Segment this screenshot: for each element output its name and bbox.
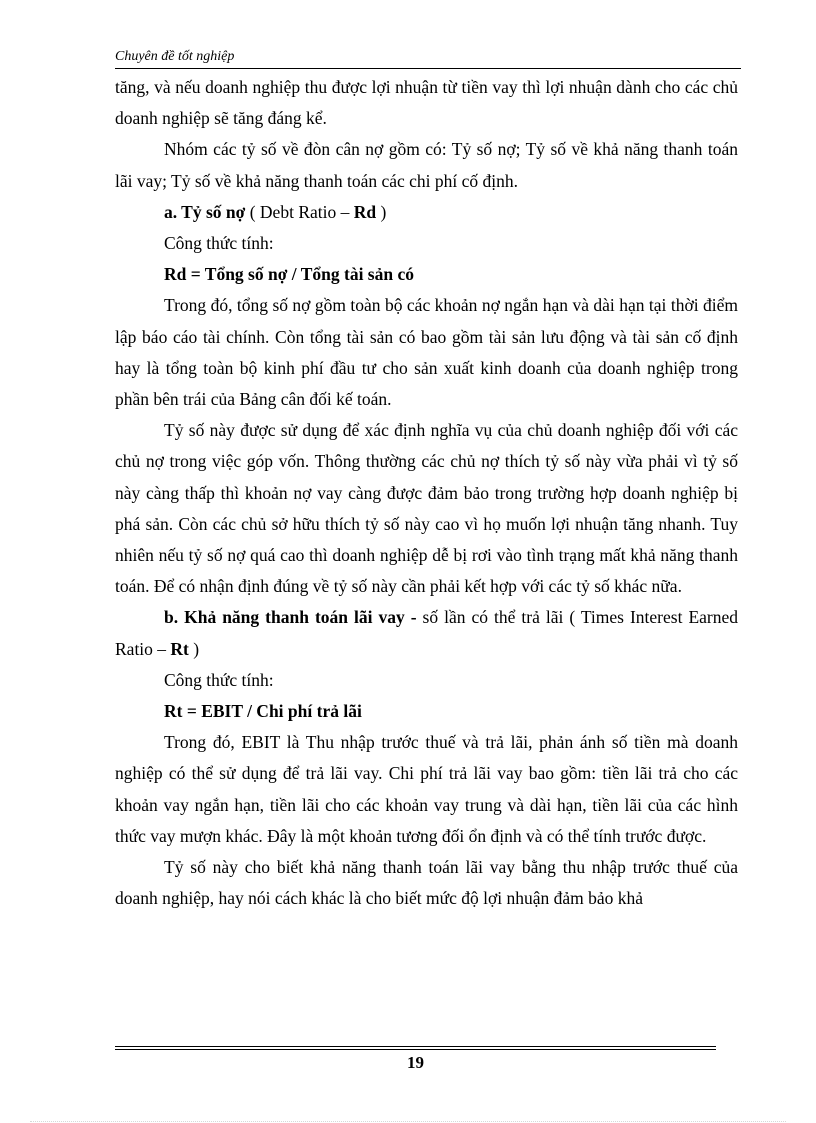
page-edge-divider xyxy=(30,1121,786,1122)
document-body xyxy=(115,72,738,914)
running-header: Chuyên đề tốt nghiệp xyxy=(115,46,741,69)
heading-debt-ratio-symbol: Rd xyxy=(353,201,377,222)
formula-times-interest: Rt = EBIT / Chi phí trả lãi xyxy=(164,701,362,722)
paragraph-debt-usage: Tỷ số này được sử dụng để xác định nghĩa vụ của chủ doanh nghiệp đối với các chủ nợ trong việc góp vốn. Thông thường các chủ nợ thích tỷ số này vừa phải vì tỷ số này càng thấp thì khoản nợ vay càng được đảm bảo trong trường hợp doanh nghiệp bị phá sản. Còn các chủ sở hữu thích tỷ số này cao vì họ muốn lợi nhuận tăng nhanh. Tuy nhiên nếu tỷ số nợ quá cao thì doanh nghiệp dễ bị rơi vào tình trạng mất khả năng thanh toán. Để có nhận định đúng về tỷ số này cần phải kết hợp với các tỷ số khác nữa. xyxy=(115,420,738,597)
heading-debt-ratio-close: ) xyxy=(376,201,387,222)
formula-debt-ratio: Rd = Tổng số nợ / Tổng tài sản có xyxy=(164,264,414,285)
heading-times-interest-title: b. Khả năng thanh toán lãi vay - xyxy=(164,607,417,628)
footer-rule-thick xyxy=(115,1049,716,1050)
heading-times-interest-english: số lần có thể trả lãi ( Times Interest Earned Ratio – xyxy=(115,607,739,659)
heading-times-interest-symbol: Rt xyxy=(170,638,189,659)
formula-label-times-interest: Công thức tính: xyxy=(164,669,274,690)
heading-times-interest-close: ) xyxy=(188,638,200,659)
paragraph-debt-definition: Trong đó, tổng số nợ gồm toàn bộ các khoản nợ ngắn hạn và dài hạn tại thời điểm lập báo cáo tài chính. Còn tổng tài sản có bao gồm tài sản lưu động và tài sản cố định hay là tổng toàn bộ kinh phí đầu tư cho sản xuất kinh doanh của doanh nghiệp trong phần bên trái của Bảng cân đối kế toán. xyxy=(115,295,738,410)
formula-label-debt-ratio: Công thức tính: xyxy=(164,233,274,254)
paragraph-leverage-ratios: Nhóm các tỷ số về đòn cân nợ gồm có: Tỷ số nợ; Tỷ số về khả năng thanh toán lãi vay; Tỷ số về khả năng thanh toán các chi phí cố định. xyxy=(115,139,738,191)
paragraph-ebit-definition: Trong đó, EBIT là Thu nhập trước thuế và trả lãi, phản ánh số tiền mà doanh nghiệp có thể sử dụng để trả lãi vay. Chi phí trả lãi vay bao gồm: tiền lãi trả cho các khoản vay ngắn hạn, tiền lãi cho các khoản vay trung và dài hạn, tiền lãi của các hình thức vay mượn khác. Đây là một khoản tương đối ổn định và có thể tính trước được. xyxy=(115,732,738,846)
heading-debt-ratio-title: a. Tỷ số nợ xyxy=(164,201,246,222)
page-number: 19 xyxy=(407,1053,424,1072)
footer-rule-thin xyxy=(115,1046,716,1047)
paragraph-ratio-meaning: Tỷ số này cho biết khả năng thanh toán lãi vay bằng thu nhập trước thuế của doanh nghiệp, hay nói cách khác là cho biết mức độ lợi nhuận đảm bảo khả xyxy=(115,857,738,909)
heading-times-interest xyxy=(115,602,738,664)
paragraph-continuation: tăng, và nếu doanh nghiệp thu được lợi nhuận từ tiền vay thì lợi nhuận dành cho các chủ doanh nghiệp sẽ tăng đáng kể. xyxy=(115,77,738,129)
heading-debt-ratio-english: ( Debt Ratio – xyxy=(245,201,354,222)
heading-debt-ratio xyxy=(115,197,738,228)
